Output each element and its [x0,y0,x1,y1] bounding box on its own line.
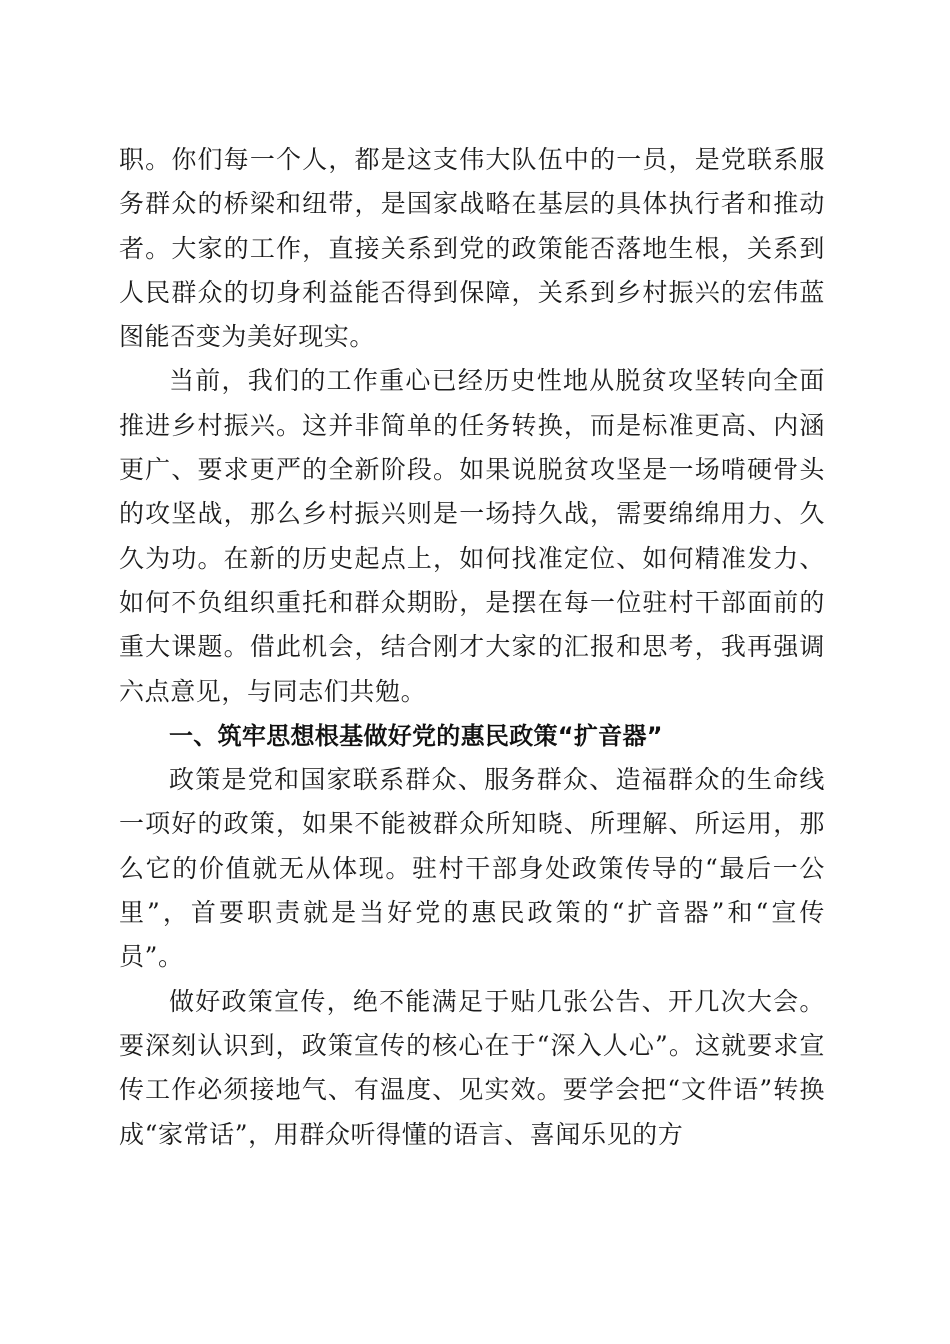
document-body [119,138,825,1157]
text-line: 者。大家的工作，直接关系到党的政策能否落地生根，关系到 [119,233,825,263]
text-line: 六点意见，与同志们共勉。 [119,676,427,706]
text-line: 宣传工作必须接地气、有温度、见实效。要学会把“文件 [119,1030,825,1105]
text-line: 更广、要求更严的全新阶段。如果说脱贫攻坚是一场啃硬骨头 [119,455,825,485]
text-line: 久为功。在新的历史起点上，如何找准定位、如何精准发力、 [119,543,825,573]
text-line: 要深刻认识到，政策宣传的核心在于“深入人心”。这就要求 [119,1030,800,1060]
paragraph-continuation [119,138,825,359]
text-line: 么它的价值就无从体现。驻村干部身处政策传导的“最后一公 [119,853,825,883]
text-line: 人民群众的切身利益能否得到保障，关系到乡村振兴的宏伟蓝 [119,277,825,307]
text-line: 的攻坚战，那么乡村振兴则是一场持久战，需要绵绵用力、久 [119,499,825,529]
text-line: 职。你们每一个人，都是这支伟大队伍中的一员，是党联系服 [119,145,825,174]
text-line: 重大课题。借此机会，结合刚才大家的汇报和思考，我再强调 [119,632,825,662]
section-heading-1: 一、筑牢思想根基做好党的惠民政策“扩音器” [169,721,663,750]
text-line: 图能否变为美好现实。 [119,322,376,352]
text-line: 里”，首要职责就是当好党的惠民政策的“扩音器”和“宣传 [119,898,825,928]
text-line: 政策是党和国家联系群众、服务群众、造福群众的生命线 [169,765,825,795]
text-line: 推进乡村振兴。这并非简单的任务转换，而是标准更高、内涵 [119,410,825,440]
text-line: 务群众的桥梁和纽带，是国家战略在基层的具体执行者和推动 [119,189,825,219]
text-line: 一项好的政策，如果不能被群众所知晓、所理解、所运用，那 [119,809,825,839]
text-line: 如何不负组织重托和群众期盼，是摆在每一位驻村干部面前的 [119,587,825,617]
text-line: 做好政策宣传，绝不能满足于贴几张公告、开几次大会。 [169,986,825,1016]
paragraph-policy-publicity [119,980,825,1157]
paragraph-current-focus [119,359,825,713]
paragraph-policy-lifeline [119,758,825,979]
text-line: 员”。 [119,942,184,972]
text-line: 当前，我们的工作重心已经历史性地从脱贫攻坚转向全面 [169,366,825,396]
text-line: 语”转换成“家常话”，用群众听得懂的语言、喜闻乐见的方 [119,1075,825,1149]
